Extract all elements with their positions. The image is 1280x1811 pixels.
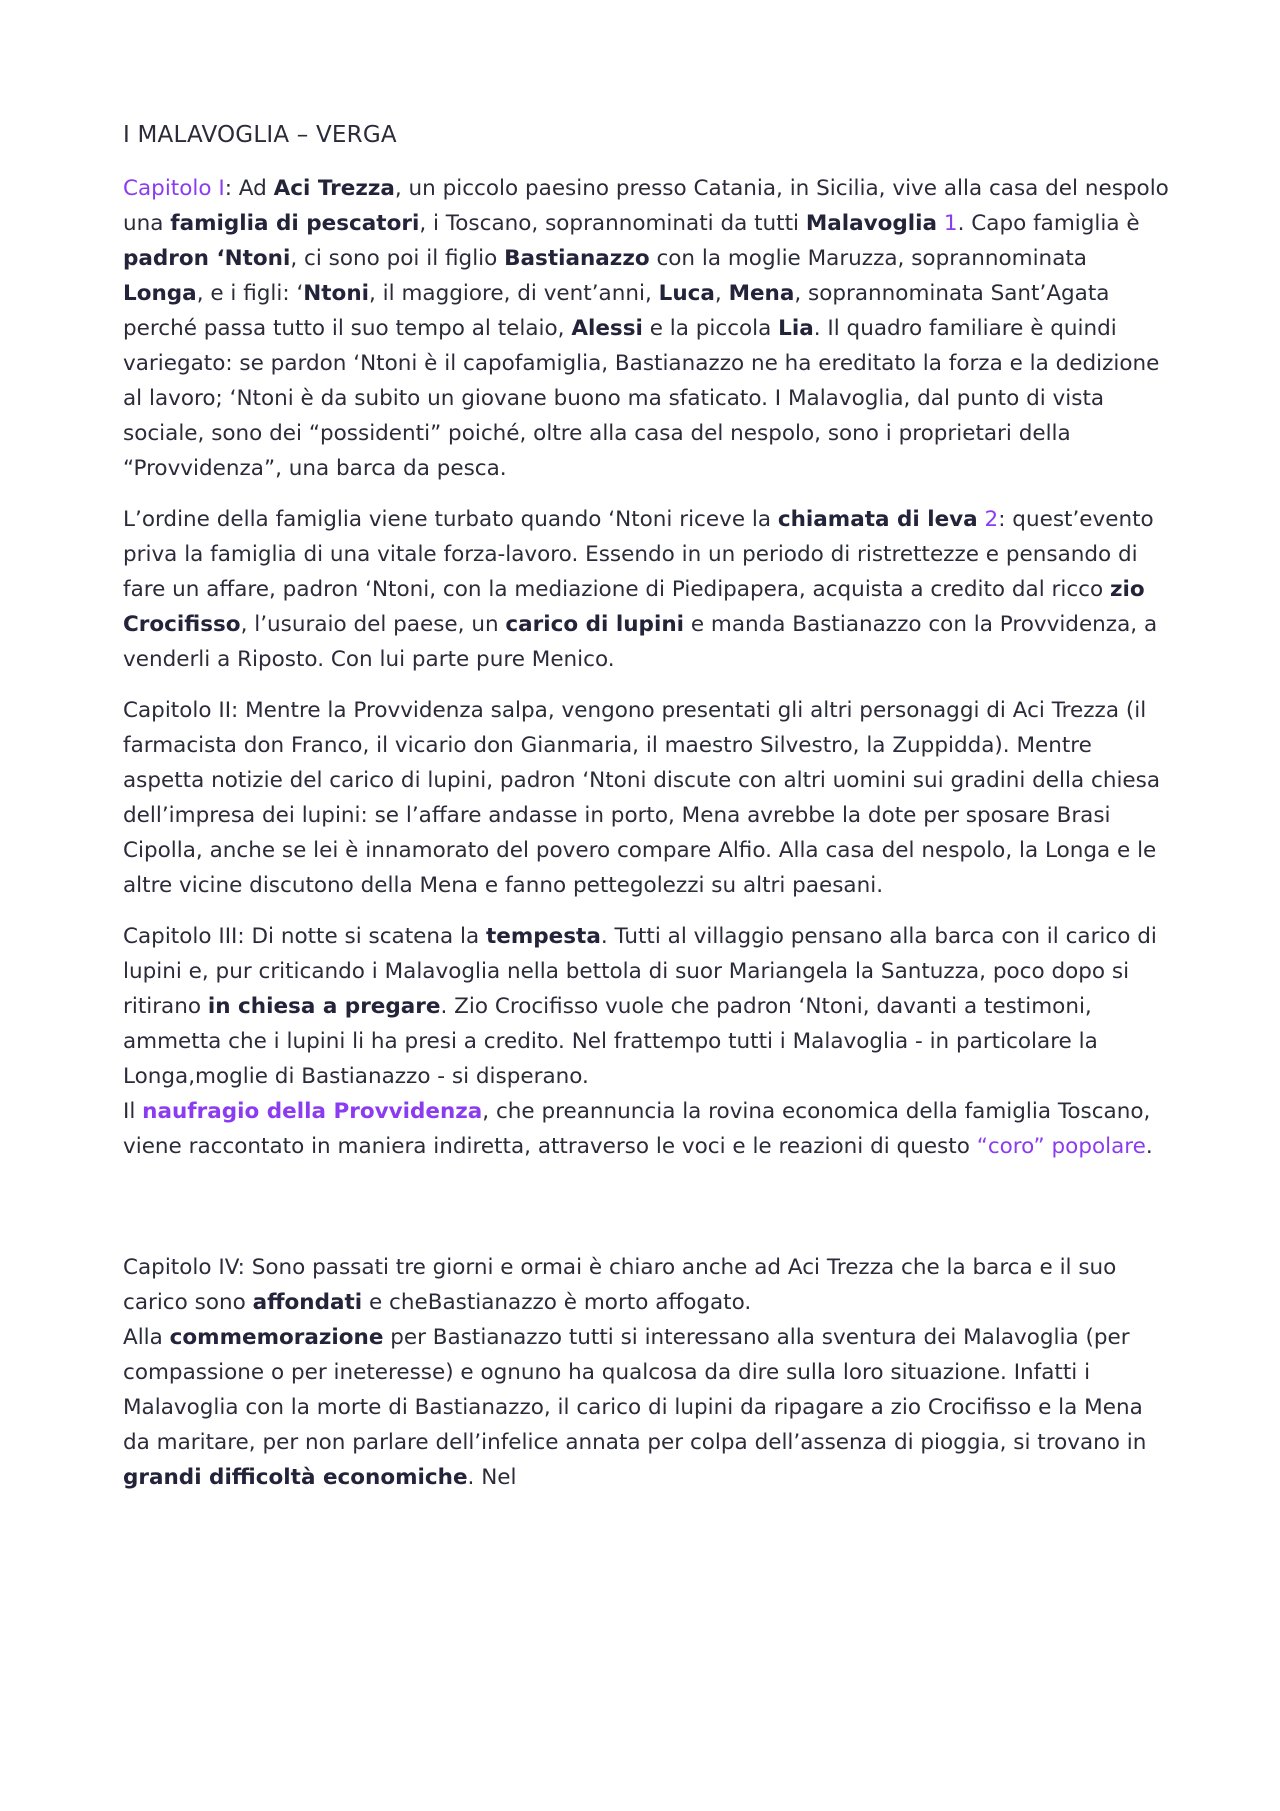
- bold-term: Aci Trezza: [273, 176, 395, 201]
- body-text: Alla: [123, 1325, 170, 1350]
- accent-text: 2: [984, 507, 999, 532]
- bold-term: commemorazione: [169, 1325, 384, 1350]
- accent-text: Capitolo I: [123, 176, 225, 201]
- body-text: , e i figli: ‘: [196, 281, 304, 306]
- bold-term: carico di lupini: [505, 612, 684, 637]
- body-text: e manda Bastianazzo con la Provvidenza, a venderli a Riposto. Con lui parte pure Menico.: [123, 612, 1158, 672]
- bold-term: affondati: [252, 1290, 363, 1315]
- body-text: e cheBastianazzo è morto affogato.: [362, 1290, 752, 1315]
- paragraph: [123, 693, 1170, 903]
- bold-term: famiglia di pescatori: [170, 211, 420, 236]
- bold-term: padron ‘Ntoni: [123, 246, 291, 271]
- page-title: I MALAVOGLIA – VERGA: [123, 122, 397, 148]
- bold-term: chiamata di leva: [777, 507, 978, 532]
- body-text: Capitolo III: Di notte si scatena la: [123, 924, 487, 949]
- bold-term: tempesta: [486, 924, 601, 949]
- body-text: . Nel: [467, 1465, 517, 1490]
- body-text: , soprannominata Sant’Agata perché passa tutto il suo tempo al telaio,: [123, 281, 1110, 341]
- bold-term: Malavoglia: [805, 211, 938, 236]
- body-text: . Tutti al villaggio pensano alla barca con il carico di lupini e, pur criticando i Malavoglia nella bettola di suor Mariangela la Santuzza, poco dopo si ritirano: [123, 924, 1157, 1019]
- accent-text: “coro” popolare: [976, 1134, 1146, 1159]
- body-text: Capitolo II: Mentre la Provvidenza salpa, vengono presentati gli altri personaggi di Aci Trezza (il farmacista don Franco, il vicario don Gianmaria, il maestro Silvestro, la Zuppidda). Mentre aspetta notizie del carico di lupini, padron ‘Ntoni discute con altri uomini sui gradini della chiesa dell’impresa dei lupini: se l’affare andasse in porto, Mena avrebbe la dote per sposare Brasi Cipolla, anche se lei è innamorato del povero compare Alfio. Alla casa del nespolo, la Longa e le altre vicine discutono della Mena e fanno pettegolezzi su altri paesani.: [123, 698, 1161, 898]
- bold-term: Ntoni: [303, 281, 369, 306]
- body-text: con la moglie Maruzza, soprannominata: [649, 246, 1087, 271]
- body-text: . Zio Crocifisso vuole che padron ‘Ntoni, davanti a testimoni, ammetta che i lupini li ha presi a credito. Nel frattempo tutti i Malavoglia - in particolare la Longa,moglie di Bastianazzo - si disperano.: [123, 994, 1098, 1089]
- body-text: [978, 507, 985, 532]
- body-text: Capitolo IV: Sono passati tre giorni e ormai è chiaro anche ad Aci Trezza che la barca e il suo carico sono: [123, 1255, 1117, 1315]
- bold-term: Longa: [123, 281, 197, 306]
- body-text: .: [1145, 1134, 1153, 1159]
- body-text: , che preannuncia la rovina economica della famiglia Toscano, viene raccontato in maniera indiretta, attraverso le voci e le reazioni di questo: [123, 1099, 1151, 1159]
- bold-term: Mena: [728, 281, 795, 306]
- body-text: Il: [123, 1099, 143, 1124]
- bold-term: Alessi: [571, 316, 643, 341]
- body-text: , un piccolo paesino presso Catania, in Sicilia, vive alla casa del nespolo una: [123, 176, 1169, 236]
- document-body: [123, 171, 1170, 1495]
- paragraph: [123, 1250, 1170, 1495]
- body-text: L’ordine della famiglia viene turbato quando ‘Ntoni riceve la: [123, 507, 778, 532]
- body-text: per Bastianazzo tutti si interessano alla sventura dei Malavoglia (per compassione o per ineteresse) e ognuno ha qualcosa da dire sulla loro situazione. Infatti i Malavoglia con la morte di Bastianazzo, il carico di lupini da ripagare a zio Crocifisso e la Mena da maritare, per non parlare dell’infelice annata per colpa dell’assenza di pioggia, si trovano in: [123, 1325, 1147, 1455]
- body-text: , l’usuraio del paese, un: [240, 612, 506, 637]
- bold-term: in chiesa a pregare: [207, 994, 441, 1019]
- bold-term: Bastianazzo: [504, 246, 650, 271]
- body-text: , i Toscano, soprannominati da tutti: [419, 211, 806, 236]
- body-text: . Capo famiglia è: [957, 211, 1140, 236]
- bold-term: zio Crocifisso: [123, 577, 1145, 637]
- body-text: , il maggiore, di vent’anni,: [369, 281, 659, 306]
- body-text: e la piccola: [642, 316, 779, 341]
- paragraph: [123, 919, 1170, 1164]
- accent-text: 1: [943, 211, 958, 236]
- paragraph: [123, 171, 1170, 486]
- highlighted-term: naufragio della Provvidenza: [142, 1099, 483, 1124]
- body-text: : quest’evento priva la famiglia di una vitale forza-lavoro. Essendo in un periodo di ristrettezze e pensando di fare un affare, padron ‘Ntoni, con la mediazione di Piedipapera, acquista a credito dal ricco: [123, 507, 1154, 602]
- body-text: ,: [714, 281, 729, 306]
- bold-term: Lia: [778, 316, 814, 341]
- body-text: : Ad: [224, 176, 274, 201]
- paragraph: [123, 502, 1170, 677]
- bold-term: Luca: [658, 281, 715, 306]
- body-text: [937, 211, 944, 236]
- body-text: , ci sono poi il figlio: [290, 246, 505, 271]
- body-text: . Il quadro familiare è quindi variegato: se pardon ‘Ntoni è il capofamiglia, Bastianazzo ne ha ereditato la forza e la dedizione al lavoro; ‘Ntoni è da subito un giovane buono ma sfaticato. I Malavoglia, dal punto di vista sociale, sono dei “possidenti” poiché, oltre alla casa del nespolo, sono i proprietari della “Provvidenza”, una barca da pesca.: [123, 316, 1160, 481]
- bold-term: grandi difficoltà economiche: [123, 1465, 468, 1490]
- paragraph-gap: [123, 1180, 1170, 1250]
